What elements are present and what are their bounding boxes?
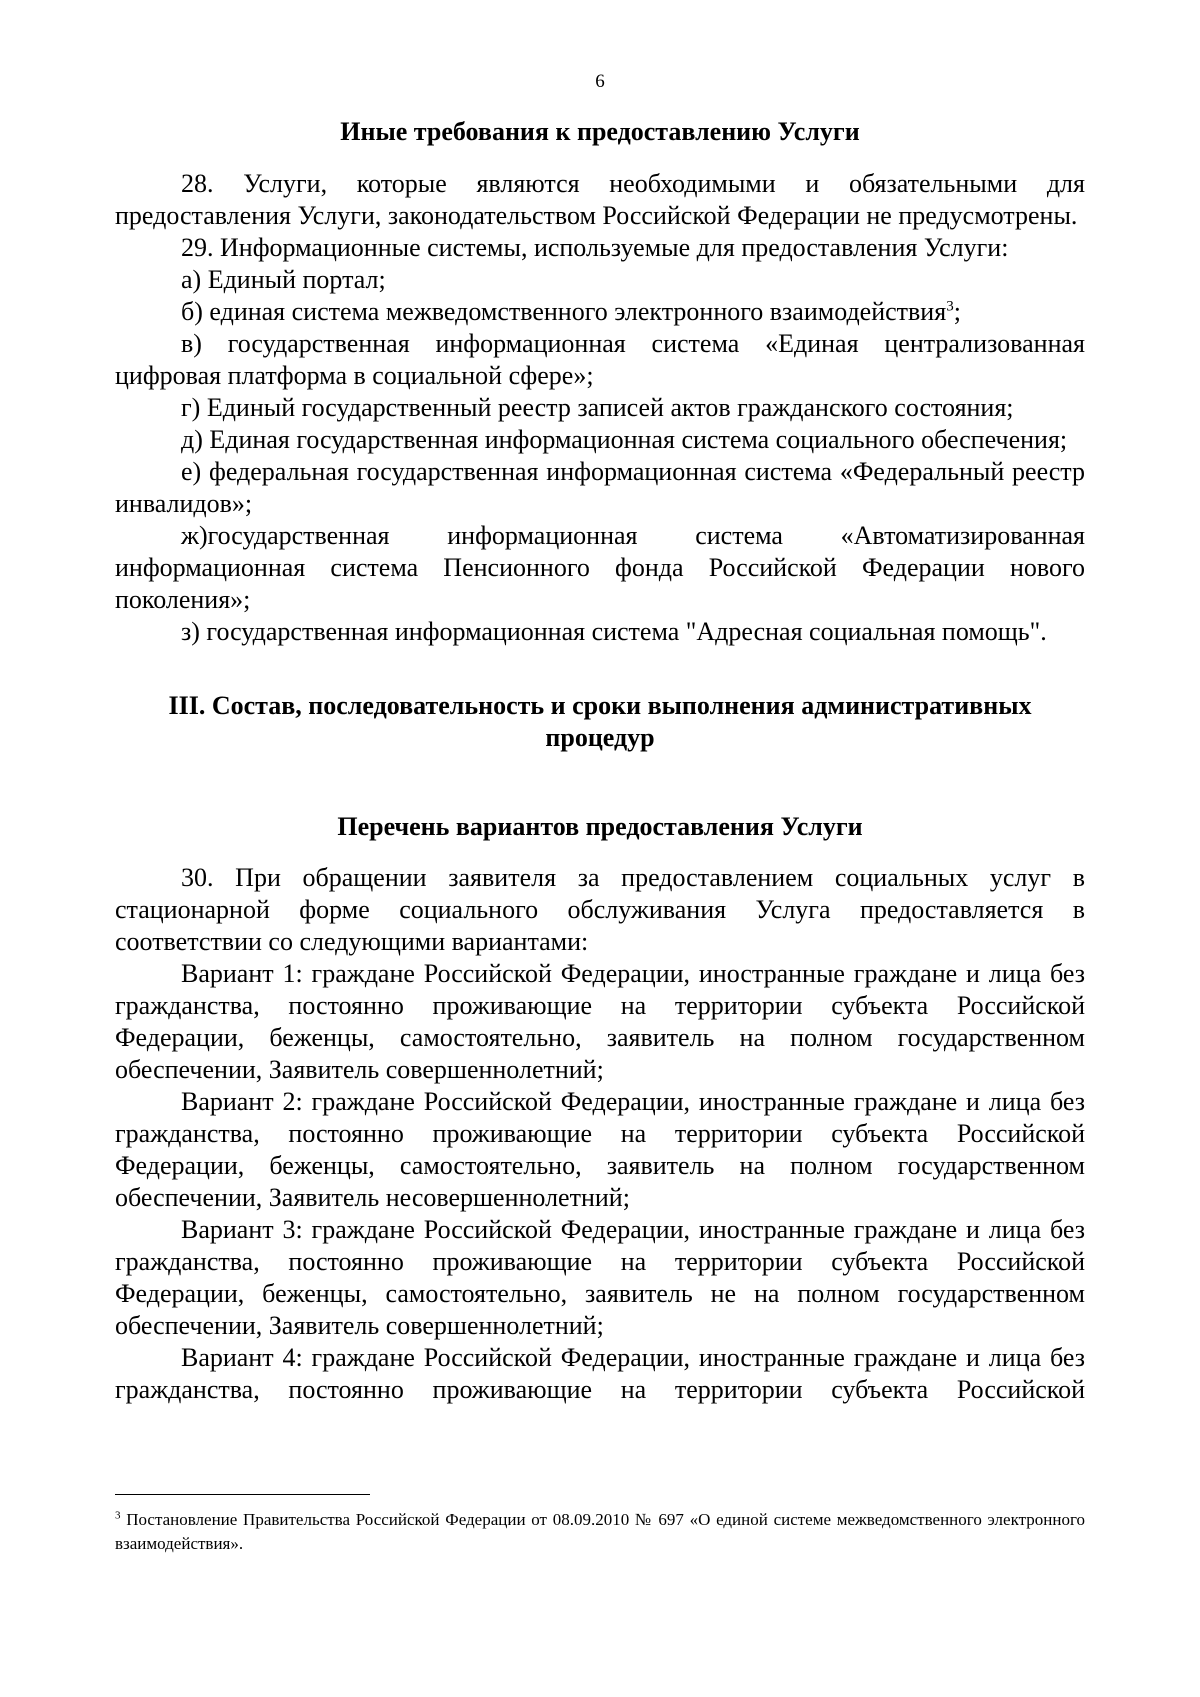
page-number: 6 (595, 71, 605, 92)
variant-2: Вариант 2: граждане Российской Федерации, иностранные граждане и лица без гражданства, постоянно проживающие на территории субъекта Российской Федерации, беженцы, самостоятельно, заявитель на полном государственном обеспечении, Заявитель несовершеннолетний; (115, 1087, 1085, 1212)
paragraph-30: 30. При обращении заявителя за предоставлением социальных услуг в стационарной форме социального обслуживания Услуга предоставляется в соответствии со следующими вариантами: (115, 863, 1085, 956)
footnote-divider (115, 1494, 370, 1495)
footnote-mark: 3 (115, 1509, 121, 1522)
list-item-b (115, 296, 1085, 328)
paragraph-28: 28. Услуги, которые являются необходимыми и обязательными для предоставления Услуги, законодательством Российской Федерации не предусмотрены. (115, 169, 1085, 230)
variant-3: Вариант 3: граждане Российской Федерации, иностранные граждане и лица без гражданства, постоянно проживающие на территории субъекта Российской Федерации, беженцы, самостоятельно, заявитель не на полном государственном обеспечении, Заявитель совершеннолетний; (115, 1215, 1085, 1340)
heading-section-iii: III. Состав, последовательность и сроки выполнения административных процедур (168, 691, 1032, 752)
list-item-z: з) государственная информационная система "Адресная социальная помощь". (181, 617, 1047, 646)
list-item-d: д) Единая государственная информационная система социального обеспечения; (181, 425, 1068, 454)
list-item-a: а) Единый портал; (181, 265, 386, 294)
heading-other-requirements: Иные требования к предоставлению Услуги (340, 117, 860, 146)
variant-4: Вариант 4: граждане Российской Федерации, иностранные граждане и лица без гражданства, постоянно проживающие на территории субъекта Российской (115, 1343, 1085, 1404)
page-content (115, 116, 1085, 1406)
list-item-b-text: б) единая система межведомственного электронного взаимодействия (181, 297, 947, 326)
variant-1: Вариант 1: граждане Российской Федерации, иностранные граждане и лица без гражданства, постоянно проживающие на территории субъекта Российской Федерации, беженцы, самостоятельно, заявитель на полном государственном обеспечении, Заявитель совершеннолетний; (115, 959, 1085, 1084)
list-item-b-end: ; (953, 297, 961, 326)
list-item-e: е) федеральная государственная информационная система «Федеральный реестр инвалидов»; (115, 457, 1085, 518)
list-item-zh: ж)государственная информационная система «Автоматизированная информационная система Пенсионного фонда Российской Федерации нового поколения»; (115, 521, 1085, 614)
footnote-text: Постановление Правительства Российской Федерации от 08.09.2010 № 697 «О единой системе межведомственного электронного взаимодействия». (115, 1510, 1085, 1553)
footnote-ref-3: 3 (946, 298, 954, 315)
paragraph-29: 29. Информационные системы, используемые для предоставления Услуги: (181, 233, 1009, 262)
list-item-v: в) государственная информационная система «Единая централизованная цифровая платформа в социальной сфере»; (115, 329, 1085, 390)
footnote-3 (115, 1508, 1085, 1556)
list-item-g: г) Единый государственный реестр записей актов гражданского состояния; (181, 393, 1014, 422)
heading-variants-list: Перечень вариантов предоставления Услуги (337, 812, 863, 841)
